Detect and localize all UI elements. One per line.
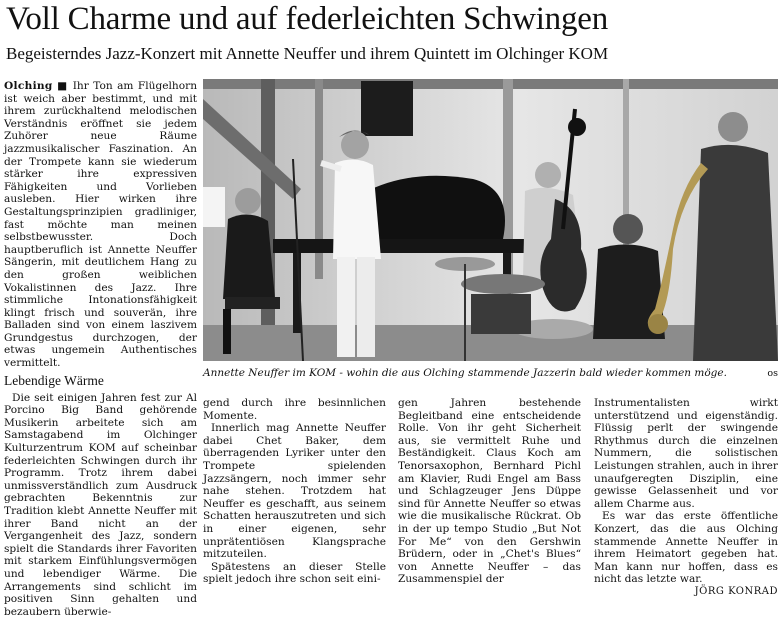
headline: Voll Charme und auf federleichten Schwingen (6, 1, 609, 37)
article-paragraph: Innerlich mag Annette Neuffer dabei Chet Baker, dem überragenden Lyriker unter den Trompete spielenden Jazzsängern, noch immer sehr nahe stehen. Trotzdem hat Neuffer es geschafft, aus seinem Schatten herauszutreten und sich in einer eigenen, sehr unprätentiösen Klangsprache mitzuteilen. (203, 422, 386, 561)
article-paragraph (594, 510, 778, 598)
concert-photo (203, 79, 778, 361)
article-paragraph (4, 80, 197, 370)
caption-text: Annette Neuffer im KOM - wohin die aus Olching stammende Jazzerin bald wieder kommen möge. (203, 367, 727, 379)
article-paragraph: Spätestens an dieser Stelle spielt jedoch ihre schon seit eini- (203, 560, 386, 586)
paragraph-text: Ihr Ton am Flügelhorn ist weich aber bestimmt, und mit ihrem zurückhaltend melodischen Verständnis eröffnet sie jedem Zuhörer neue Räume jazzmusikalischer Faszination. An der Trompete kann sie wiederum stärker ihre expressiven Fähigkeiten und Vorlieben ausleben. Hier wirken ihre Gestaltungsprinzipien gradliniger, fast möchte man meinen selbstbewusster. Doch hauptberuflich ist Annette Neuffer Sängerin, mit deutlichem Hang zu den großen weiblichen Vokalistinnen des Jazz. Ihre stimmliche Intonationsfähigkeit klingt frisch und souverän, ihre Balladen sind von einem laszivem Grundgestus durchzogen, der etwas ungemein Authentisches vermittelt. (4, 80, 198, 370)
crosshead: Lebendige Wärme (4, 372, 104, 388)
photo-credit: os (767, 368, 778, 379)
article-paragraph: Die seit einigen Jahren fest zur Al Porcino Big Band gehörende Musikerin arbeitete sich am Samstagabend im Olchinger Kulturzentrum KOM auf scheinbar federleichten Schwingen durch ihr Programm. Trotz ihrem dabei unmissverständlich zum Ausdruck gebrachten Bekenntnis zur Tradition klebt Annette Neuffer mit ihrer Band nicht an der Vergangenheit des Jazz, sondern spielt die Standards ihrer Favoriten mit starkem Einfühlungsvermögen und lebendiger Wärme. Die Arrangements sind schlicht im positiven Sinn gehalten und bezaubern überwie- (4, 391, 197, 618)
photo-caption (203, 367, 778, 380)
dateline-square-icon: ■ (57, 80, 69, 92)
article-paragraph: gen Jahren bestehende Begleitband eine entscheidende Rolle. Von ihr geht Sicherheit aus, sie vermittelt Ruhe und Beständigkeit. Claus Koch am Tenorsaxophon, Bernhard Pichl am Klavier, Rudi Engel am Bass und Schlagzeuger Jens Düppe sind für Annette Neuffer so etwas wie die musikalische Rückrat. Ob in der up tempo Studio „But Not For Me“ von den Gershwin Brüdern, oder in „Chet's Blues“ von Annette Neuffer – das Zusammenspiel der (398, 397, 581, 586)
article-column-4 (594, 397, 778, 597)
paragraph-text: Es war das erste öffentliche Konzert, das die aus Olching stammende Annette Neuffer in ihrem Heimatort gegeben hat. Man kann nur hoffen, dass es nicht das letzte war. (594, 510, 778, 586)
article-column-3 (398, 397, 581, 586)
author-signature: JÖRG KONRAD (694, 585, 778, 597)
article-column-2 (203, 397, 386, 586)
band-photo-illustration (203, 79, 778, 361)
subheadline: Begeisterndes Jazz-Konzert mit Annette Neuffer und ihrem Quintett im Olchinger KOM (6, 44, 609, 63)
article-paragraph: gend durch ihre besinnlichen Momente. (203, 397, 386, 422)
article-paragraph: Instrumentalisten wirkt unterstützend und eigenständig. Flüssig perlt der swingende Rhythmus durch die einzelnen Nummern, die solistischen Leistungen strahlen, auch in ihrer unaufgeregten Disziplin, eine gewisse Gelassenheit und vor allem Charme aus. (594, 397, 778, 510)
article-column-1 (4, 80, 198, 618)
dateline: Olching (4, 80, 53, 92)
